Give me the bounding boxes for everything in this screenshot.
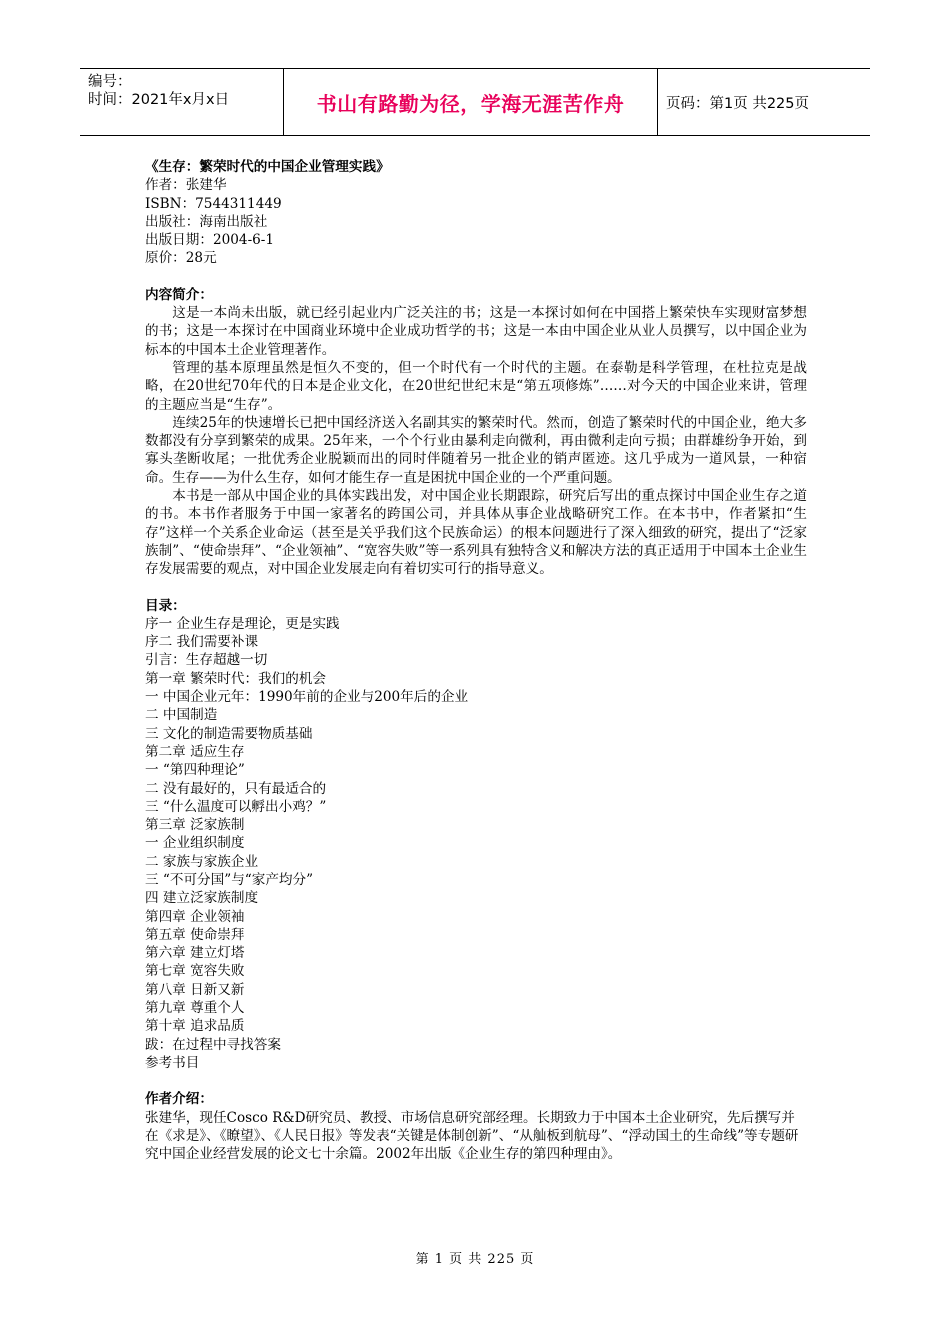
header-motto: 书山有路勤为径，学海无涯苦作舟 xyxy=(284,69,658,135)
toc-item: 第六章 建立灯塔 xyxy=(145,945,245,962)
toc-item: 序二 我们需要补课 xyxy=(145,634,259,651)
toc-heading: 目录： xyxy=(145,597,186,614)
toc-item: 二 没有最好的，只有最适合的 xyxy=(145,780,327,797)
toc-item: 二 中国制造 xyxy=(145,707,218,724)
page-footer: 第 1 页 共 225 页 xyxy=(415,1252,535,1267)
toc-item: 参考书目 xyxy=(145,1054,200,1071)
page-header xyxy=(80,68,870,136)
toc-item: 一 “第四种理论” xyxy=(145,762,245,779)
document-body xyxy=(145,158,807,1163)
toc-item: 三 文化的制造需要物质基础 xyxy=(145,725,313,742)
header-meta xyxy=(80,69,284,135)
toc-item: 第三章 泛家族制 xyxy=(145,817,245,834)
toc-item: 一 企业组织制度 xyxy=(145,835,245,852)
toc-item: 三 “什么温度可以孵出小鸡？” xyxy=(145,798,327,815)
book-title: 《生存：繁荣时代的中国企业管理实践》 xyxy=(145,159,390,175)
toc-item: 第二章 适应生存 xyxy=(145,743,245,760)
header-page-number: 页码：第1页 共225页 xyxy=(666,95,810,112)
toc-item: 第一章 繁荣时代：我们的机会 xyxy=(145,670,327,687)
toc-list xyxy=(145,615,807,1072)
toc-item: 第十章 追求品质 xyxy=(145,1018,245,1035)
toc-item: 跋：在过程中寻找答案 xyxy=(145,1036,281,1053)
toc-item: 四 建立泛家族制度 xyxy=(145,890,259,907)
toc-item: 第五章 使命崇拜 xyxy=(145,926,245,943)
intro-paragraph: 本书是一部从中国企业的具体实践出发，对中国企业长期跟踪，研究后写出的重点探讨中国企业生存之道的书。本书作者服务于中国一家著名的跨国公司，并具体从事企业战略研究工作。在本书中，作者紧扣“生存”这样一个关系企业命运（甚至是关乎我们这个民族命运）的根本问题进行了深入细致的研究，提出了“泛家族制”、“使命崇拜”、“企业领袖”、“宽容失败”等一系列具有独特含义和解决方法的真正适用于中国本土企业生存发展需要的观点，对中国企业发展走向有着切实可行的指导意义。 xyxy=(145,488,807,578)
toc-item: 第七章 宽容失败 xyxy=(145,963,245,980)
toc-item: 第四章 企业领袖 xyxy=(145,908,245,925)
time-label: 时间：2021年x月x日 xyxy=(88,92,230,108)
intro-paragraph: 连续25年的快速增长已把中国经济送入名副其实的繁荣时代。然而，创造了繁荣时代的中国企业，绝大多数都没有分享到繁荣的成果。25年来，一个个行业由暴利走向微利，再由微利走向亏损；由群雄纷争开始，到寡头垄断收尾；一批优秀企业脱颖而出的同时伴随着另一批企业的销声匿迹。这几乎成为一道风景，一种宿命。生存——为什么生存，如何才能生存一直是困扰中国企业的一个严重问题。 xyxy=(145,414,807,486)
toc-item: 二 家族与家族企业 xyxy=(145,853,259,870)
toc-item: 序一 企业生存是理论，更是实践 xyxy=(145,615,340,632)
book-pub-date: 出版日期：2004-6-1 xyxy=(145,232,275,249)
book-publisher: 出版社：海南出版社 xyxy=(145,213,268,230)
author-bio: 张建华，现任Cosco R&D研究员、教授、市场信息研究部经理。长期致力于中国本土企业研究，先后撰写并在《求是》、《瞭望》、《人民日报》等发表“关键是体制创新”、“从舢板到航母”、“浮动国土的生命线”等专题研究中国企业经营发展的论文七十余篇。2002年出版《企业生存的第四种理由》。 xyxy=(145,1109,799,1163)
toc-item: 一 中国企业元年：1990年前的企业与200年后的企业 xyxy=(145,689,469,706)
toc-item: 第九章 尊重个人 xyxy=(145,1000,245,1017)
toc-item: 三 “不可分国”与“家产均分” xyxy=(145,871,314,888)
intro-paragraph: 这是一本尚未出版，就已经引起业内广泛关注的书；这是一本探讨如何在中国搭上繁荣快车实现财富梦想的书；这是一本探讨在中国商业环境中企业成功哲学的书；这是一本由中国企业从业人员撰写，以中国企业为标本的中国本土企业管理著作。 xyxy=(145,305,807,358)
book-isbn: ISBN：7544311449 xyxy=(145,195,282,212)
book-author: 作者：张建华 xyxy=(145,177,227,194)
intro-paragraph: 管理的基本原理虽然是恒久不变的，但一个时代有一个时代的主题。在泰勒是科学管理，在杜拉克是战略，在20世纪70年代的日本是企业文化，在20世纪世纪末是“第五项修炼”……对今天的中国企业来讲，管理的主题应当是“生存”。 xyxy=(145,359,807,413)
serial-number-label: 编号： xyxy=(88,74,132,90)
toc-item: 引言：生存超越一切 xyxy=(145,652,268,669)
toc-item: 第八章 日新又新 xyxy=(145,981,245,998)
book-price: 原价：28元 xyxy=(145,250,217,267)
intro-heading: 内容简介： xyxy=(145,286,213,303)
author-heading: 作者介绍： xyxy=(145,1091,213,1108)
